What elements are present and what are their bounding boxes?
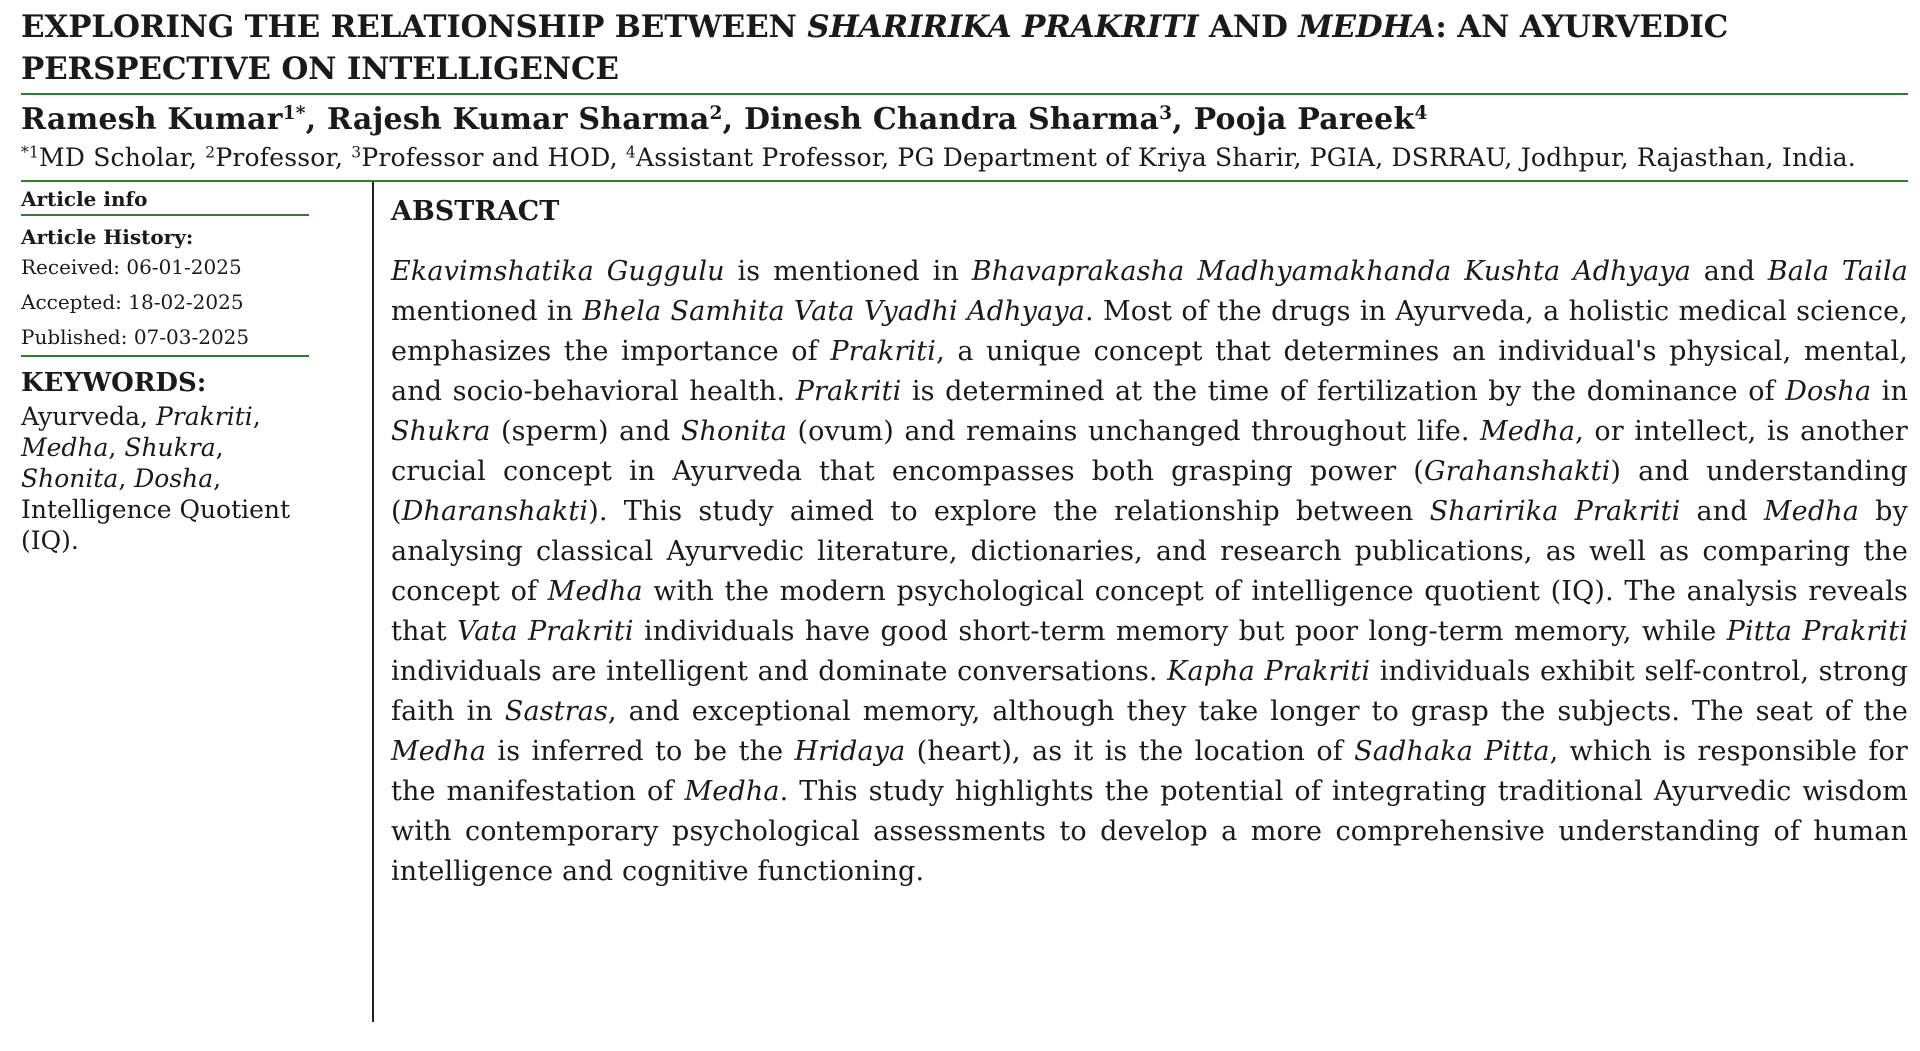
keyword: Shukra	[124, 433, 216, 462]
keyword: Intelligence Quotient (IQ)	[21, 495, 291, 555]
article-title	[21, 0, 1908, 90]
abstract-text	[391, 252, 1908, 892]
abstract-italic-term: Sharirika Prakriti	[1429, 496, 1681, 527]
abstract-text-run: (sperm) and	[490, 416, 681, 447]
abstract-text-run: , which is responsible for the manifestation of	[391, 736, 1908, 807]
article-info-heading: Article info	[21, 187, 148, 211]
abstract-text-run: individuals are intelligent and dominate conversations.	[391, 656, 1168, 687]
abstract-italic-term: Prakriti	[830, 336, 937, 367]
title-italic-term: SHARIRIKA PRAKRITI	[807, 9, 1199, 45]
abstract-italic-term: Bala Taila	[1767, 256, 1908, 287]
abstract-text-run: individuals have good short-term memory but poor long-term memory, while	[633, 616, 1727, 647]
author: Pooja Pareek$^4$	[1193, 102, 1428, 137]
article-history-heading: Article History:	[21, 225, 194, 249]
article-info-divider	[21, 214, 309, 216]
abstract-italic-term: Grahanshakti	[1423, 456, 1611, 487]
abstract-italic-term: Ekavimshatika Guggulu	[391, 256, 725, 287]
abstract-italic-term: Dharanshakti	[401, 496, 589, 527]
abstract-text-run: , a unique concept that determines an individual's physical, mental, and socio-behavioral health.	[391, 336, 1909, 407]
abstract-text-run: in	[1871, 376, 1908, 407]
abstract-section	[391, 182, 1908, 892]
abstract-text-run: mentioned in	[391, 296, 583, 327]
column-divider	[372, 182, 374, 1022]
author: Rajesh Kumar Sharma$^2$,	[327, 102, 744, 137]
title-divider	[21, 93, 1908, 95]
author-list	[21, 100, 1908, 140]
abstract-italic-term: Sastras	[504, 696, 609, 727]
abstract-text-run: by analysing classical Ayurvedic literature, dictionaries, and research publications, as well as comparing the concept of	[391, 496, 1909, 607]
abstract-text-run: . Most of the drugs in Ayurveda, a holistic medical science, emphasizes the importance of	[391, 296, 1908, 367]
published-date: Published: 07-03-2025	[21, 325, 250, 349]
keyword: Dosha	[134, 464, 214, 493]
abstract-text-run: is inferred to be the	[486, 736, 795, 767]
abstract-italic-term: Vata Prakriti	[457, 616, 634, 647]
abstract-italic-term: Medha	[1480, 416, 1576, 447]
article-sidebar	[21, 182, 309, 556]
abstract-text-run: and	[1690, 256, 1768, 287]
title-italic-term: MEDHA	[1298, 9, 1436, 45]
affiliation: $^{*1}$MD Scholar, $^2$Professor, $^3$Professor and HOD, $^4$Assistant Professor, PG Department of Kriya Sharir, PGIA, DSRRAU, Jodhpur, Rajasthan, India.	[21, 143, 1856, 172]
abstract-italic-term: Shukra	[391, 416, 491, 447]
abstract-italic-term: Dosha	[1785, 376, 1872, 407]
keyword: Ayurveda	[21, 402, 141, 431]
abstract-italic-term: Medha	[1763, 496, 1860, 527]
abstract-text-run: with the modern psychological concept of intelligence quotient (IQ). The analysis reveals that	[391, 576, 1908, 647]
keyword: Prakriti	[155, 402, 253, 431]
title-text: AND	[1198, 9, 1299, 45]
title-text: : AN AYURVEDIC PERSPECTIVE ON INTELLIGENCE	[21, 9, 1729, 87]
article-page	[21, 0, 1908, 1051]
abstract-italic-term: Shonita	[680, 416, 788, 447]
abstract-text-run: . This study highlights the potential of integrating traditional Ayurvedic wisdom with contemporary psychological assessments to develop a more comprehensive understanding of human intelligence and cognitive functioning.	[391, 776, 1908, 887]
article-body	[21, 182, 1908, 1022]
abstract-italic-term: Bhavaprakasha Madhyamakhanda Kushta Adhyaya	[971, 256, 1691, 287]
abstract-italic-term: Pitta Prakriti	[1726, 616, 1908, 647]
accepted-date: Accepted: 18-02-2025	[21, 290, 244, 314]
abstract-text-run: is mentioned in	[724, 256, 972, 287]
abstract-italic-term: Medha	[391, 736, 487, 767]
abstract-text-run: and	[1680, 496, 1764, 527]
keyword: Shonita	[21, 464, 119, 493]
abstract-italic-term: Medha	[547, 576, 643, 607]
abstract-italic-term: Sadhaka Pitta	[1354, 736, 1550, 767]
abstract-text-run: , and exceptional memory, although they take longer to grasp the subjects. The seat of the	[608, 696, 1908, 727]
author: Dinesh Chandra Sharma$^3$,	[743, 102, 1194, 137]
author: Ramesh Kumar$^{1*}$,	[21, 102, 328, 137]
abstract-italic-term: Hridaya	[794, 736, 906, 767]
abstract-text-run: (ovum) and remains unchanged throughout life.	[787, 416, 1481, 447]
keywords-list: Ayurveda, Prakriti, Medha, Shukra, Shonita, Dosha, Intelligence Quotient (IQ).	[21, 402, 291, 555]
abstract-text-run: , or intellect, is another crucial concept in Ayurveda that encompasses both grasping power (	[391, 416, 1908, 487]
abstract-text-run: (heart), as it is the location of	[905, 736, 1355, 767]
abstract-text-run: ) and understanding (	[391, 456, 1908, 527]
title-text: EXPLORING THE RELATIONSHIP BETWEEN	[21, 9, 808, 45]
keyword: Medha	[21, 433, 109, 462]
abstract-heading: ABSTRACT	[391, 196, 560, 227]
received-date: Received: 06-01-2025	[21, 255, 242, 279]
abstract-italic-term: Kapha Prakriti	[1167, 656, 1371, 687]
abstract-text-run: ). This study aimed to explore the relationship between	[588, 496, 1430, 527]
history-divider	[21, 355, 309, 357]
abstract-italic-term: Bhela Samhita Vata Vyadhi Adhyaya	[582, 296, 1085, 327]
abstract-italic-term: Prakriti	[795, 376, 902, 407]
abstract-text-run: is determined at the time of fertilization by the dominance of	[901, 376, 1786, 407]
abstract-italic-term: Medha	[684, 776, 780, 807]
abstract-text-run: individuals exhibit self-control, strong faith in	[391, 656, 1909, 727]
keywords-heading: KEYWORDS:	[21, 368, 207, 398]
